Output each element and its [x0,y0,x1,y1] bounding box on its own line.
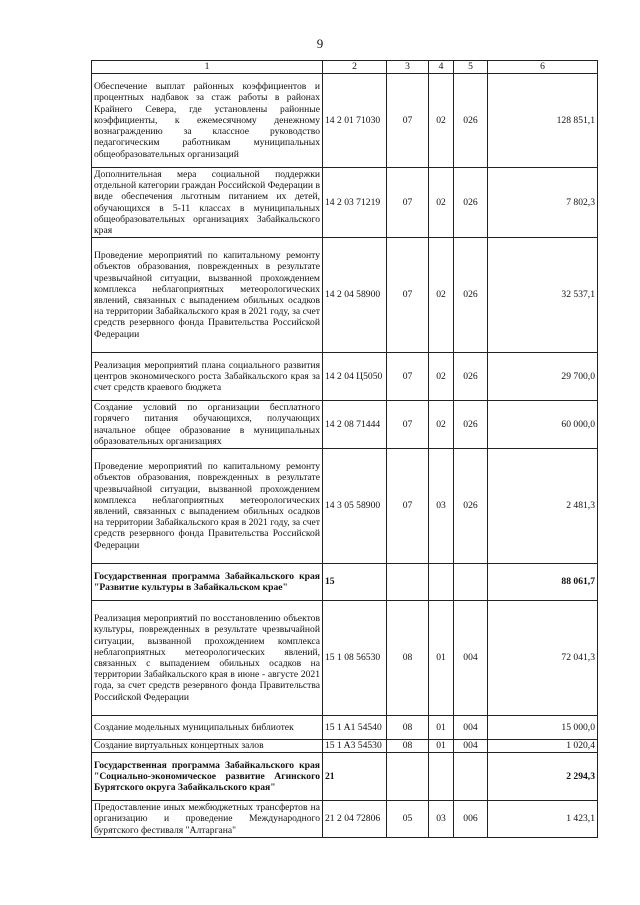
row-type-cell [454,753,488,801]
row-amount-cell: 1 423,1 [488,801,598,838]
row-name-cell: Создание модельных муниципальных библиотек [92,716,323,740]
table-row [92,601,598,716]
row-subsection-cell: 02 [429,238,454,353]
row-code-cell: 15 [323,564,387,601]
table-row [92,801,598,838]
row-section-cell: 07 [387,449,429,564]
row-name-cell: Обеспечение выплат районных коэффициентов и процентных надбавок за стаж работы в районах Крайнего Севера, где установлены районные коэффициенты, к ежемесячному денежному вознаграждению за классное руководство педагогическим работникам муниципальных общеобразовательных организаций [92,74,323,168]
page-number: 9 [316,36,324,51]
row-code-cell: 14 2 04 58900 [323,238,387,353]
row-section-cell: 07 [387,401,429,449]
row-section-cell: 08 [387,716,429,740]
row-code-cell: 15 1 A1 54540 [323,716,387,740]
row-name-cell: Государственная программа Забайкальского края "Социально-экономическое развитие Агинского Бурятского округа Забайкальского края" [92,753,323,801]
row-amount-cell: 15 000,0 [488,716,598,740]
row-amount-cell: 29 700,0 [488,353,598,401]
row-name-cell: Реализация мероприятий по восстановлению объектов культуры, поврежденных в результате чрезвычайной ситуации, вызванной прохождением комплекса неблагоприятных метеорологических явлений, связанных с выпадением обильных осадков на территории Забайкальского края в июне - августе 2021 года, за счет средств резервного фонда Правительства Российской Федерации [92,601,323,716]
row-subsection-cell: 01 [429,716,454,740]
budget-table [91,60,598,838]
row-type-cell [454,564,488,601]
row-name-cell: Дополнительная мера социальной поддержки отдельной категории граждан Российской Федерации в виде обеспечения льготным питанием их детей, обучающихся в 5-11 классах в муниципальных общеобразовательных организациях Забайкальского края [92,168,323,238]
table-body [92,74,598,838]
row-subsection-cell [429,564,454,601]
column-header: 4 [429,61,454,74]
row-amount-cell: 128 851,1 [488,74,598,168]
table-row [92,449,598,564]
table-row [92,74,598,168]
row-type-cell: 026 [454,238,488,353]
column-header: 1 [92,61,323,74]
row-subsection-cell: 02 [429,401,454,449]
row-type-cell: 004 [454,716,488,740]
row-subsection-cell [429,753,454,801]
row-name-cell: Реализация мероприятий плана социального развития центров экономического роста Забайкальского края за счет средств краевого бюджета [92,353,323,401]
row-type-cell: 004 [454,740,488,753]
row-code-cell: 21 2 04 72806 [323,801,387,838]
row-subsection-cell: 01 [429,740,454,753]
row-name-cell: Создание виртуальных концертных залов [92,740,323,753]
row-subsection-cell: 02 [429,353,454,401]
row-subsection-cell: 02 [429,168,454,238]
row-code-cell: 15 1 08 56530 [323,601,387,716]
row-amount-cell: 72 041,3 [488,601,598,716]
row-type-cell: 026 [454,168,488,238]
row-name-cell: Проведение мероприятий по капитальному ремонту объектов образования, поврежденных в результате чрезвычайной ситуации, вызванной прохождением комплекса неблагоприятных метеорологических явлений, связанных с выпадением обильных осадков на территории Забайкальского края в 2021 году, за счет средств резервного фонда Правительства Российской Федерации [92,238,323,353]
row-section-cell: 05 [387,801,429,838]
row-code-cell: 14 2 01 71030 [323,74,387,168]
row-code-cell: 14 2 03 71219 [323,168,387,238]
row-subsection-cell: 03 [429,449,454,564]
table-row [92,353,598,401]
row-type-cell: 006 [454,801,488,838]
row-code-cell: 14 2 08 71444 [323,401,387,449]
row-amount-cell: 2 294,3 [488,753,598,801]
row-type-cell: 026 [454,353,488,401]
column-header: 2 [323,61,387,74]
row-section-cell [387,753,429,801]
row-code-cell: 14 2 04 Ц5050 [323,353,387,401]
row-section-cell: 08 [387,601,429,716]
row-subsection-cell: 03 [429,801,454,838]
row-type-cell: 026 [454,449,488,564]
row-code-cell: 15 1 A3 54530 [323,740,387,753]
column-header: 3 [387,61,429,74]
table-row [92,740,598,753]
table-row [92,168,598,238]
row-amount-cell: 7 802,3 [488,168,598,238]
column-header: 6 [488,61,598,74]
table-header-row [92,61,598,74]
row-code-cell: 21 [323,753,387,801]
row-section-cell: 07 [387,74,429,168]
row-amount-cell: 88 061,7 [488,564,598,601]
row-subsection-cell: 01 [429,601,454,716]
table-row [92,401,598,449]
row-amount-cell: 2 481,3 [488,449,598,564]
row-section-cell: 07 [387,353,429,401]
row-name-cell: Предоставление иных межбюджетных трансфертов на организацию и проведение Международного бурятского фестиваля "Алтаргана" [92,801,323,838]
column-header: 5 [454,61,488,74]
row-amount-cell: 60 000,0 [488,401,598,449]
row-section-cell: 07 [387,168,429,238]
row-amount-cell: 32 537,1 [488,238,598,353]
table-row [92,716,598,740]
row-section-cell: 08 [387,740,429,753]
table-row [92,238,598,353]
row-section-cell: 07 [387,238,429,353]
row-type-cell: 004 [454,601,488,716]
row-name-cell: Проведение мероприятий по капитальному ремонту объектов образования, поврежденных в результате чрезвычайной ситуации, вызванной прохождением комплекса неблагоприятных метеорологических явлений, связанных с выпадением обильных осадков на территории Забайкальского края в 2021 году, за счет средств резервного фонда Правительства Российской Федерации [92,449,323,564]
row-name-cell: Создание условий по организации бесплатного горячего питания обучающихся, получающих начальное общее образование в муниципальных образовательных организациях [92,401,323,449]
table-row [92,753,598,801]
row-amount-cell: 1 020,4 [488,740,598,753]
row-subsection-cell: 02 [429,74,454,168]
row-type-cell: 026 [454,401,488,449]
row-code-cell: 14 3 05 58900 [323,449,387,564]
row-name-cell: Государственная программа Забайкальского края "Развитие культуры в Забайкальском крае" [92,564,323,601]
table-row [92,564,598,601]
row-section-cell [387,564,429,601]
row-type-cell: 026 [454,74,488,168]
